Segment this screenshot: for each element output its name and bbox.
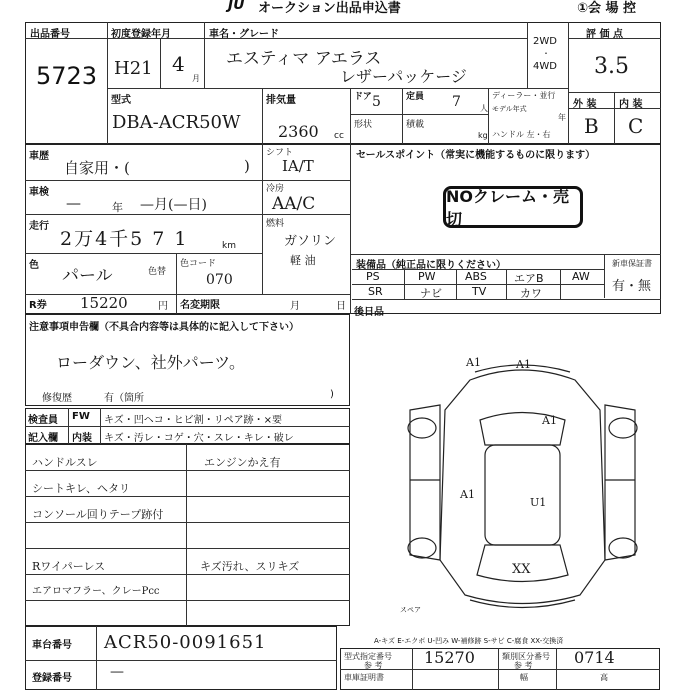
entry-label: 記入欄 xyxy=(28,433,58,444)
name-change-label: 名変期限 xyxy=(180,300,220,311)
doors-label: ドア xyxy=(354,92,372,102)
damage-mark-front-right: A1 xyxy=(516,358,531,371)
equip-pw: PW xyxy=(418,270,436,283)
drive-4wd: 4WD xyxy=(533,61,557,72)
form-title: オークション出品申込書 xyxy=(258,1,401,16)
remark-right-5: キズ汚れ、スリキズ xyxy=(200,560,300,573)
repair-history-value: 有（箇所 xyxy=(104,393,144,404)
displacement-value: 2360 xyxy=(278,122,319,141)
vehicle-history-label: 車歴 xyxy=(29,151,49,162)
shift-value: IA/T xyxy=(282,157,314,175)
chassis-label: 車台番号 xyxy=(32,640,72,651)
interior-grade: C xyxy=(628,114,644,138)
cc-unit: cc xyxy=(334,131,344,141)
score-label: 評 価 点 xyxy=(586,29,623,40)
equip-aw: AW xyxy=(572,270,590,283)
type-ref-label: 型式指定番号 xyxy=(344,652,392,661)
remark-left-6: エアロマフラー、クレーPcc xyxy=(32,586,160,597)
class-ref-sub: 参 考 xyxy=(514,661,533,670)
damage-mark-rear: XX xyxy=(512,562,531,577)
equip-tv: TV xyxy=(472,285,487,298)
model-year-label: モデル年式 xyxy=(492,105,527,113)
height-label: 高 xyxy=(600,673,608,682)
inspector-int-items: キズ・汚レ・コゲ・穴・スレ・キレ・破レ xyxy=(104,433,294,444)
damage-mark-roof: U1 xyxy=(530,496,547,509)
auction-logo: JU xyxy=(228,0,245,13)
drive-2wd: 2WD xyxy=(533,36,557,47)
width-label: 幅 xyxy=(520,673,528,682)
model-name: エスティマ アエラス xyxy=(226,49,382,69)
remarks-section xyxy=(25,444,350,626)
name-change-day: 日 xyxy=(336,301,346,312)
fuel-value: ガソリン xyxy=(284,234,337,249)
repair-history-label: 修復歴 xyxy=(42,393,72,404)
chassis-value: ACR50-0091651 xyxy=(104,632,267,653)
damage-mark-left-door: A1 xyxy=(460,488,475,501)
equip-abs: ABS xyxy=(465,270,487,283)
equipment-label: 装備品（純正品に限りください） xyxy=(356,260,506,271)
capacity-value: 7 xyxy=(452,94,461,110)
remark-left-1: ハンドルスレ xyxy=(32,456,98,469)
interior-label: 内 装 xyxy=(619,99,643,110)
score-value: 3.5 xyxy=(594,54,629,79)
class-ref-label: 類別区分番号 xyxy=(502,652,550,661)
displacement-label: 排気量 xyxy=(266,95,296,106)
equip-navi: ナビ xyxy=(420,287,442,300)
capacity-unit: 人 xyxy=(480,104,488,113)
fuel-label: 燃料 xyxy=(266,219,285,229)
drive-dot: ・ xyxy=(542,49,550,58)
damage-mark-front-left: A1 xyxy=(466,356,481,369)
color-code-label: 色コード xyxy=(180,259,217,269)
remark-right-1: エンジンかえ有 xyxy=(204,456,281,469)
no-claim-stamp: NOクレーム・売切 xyxy=(443,186,583,228)
registration-value: — xyxy=(110,664,124,680)
spare-label: スペア xyxy=(400,606,421,614)
color-code-value: 070 xyxy=(206,272,233,288)
exterior-label: 外 装 xyxy=(573,99,597,110)
type-label: 型式 xyxy=(111,95,131,106)
fuel-alt: 軽 油 xyxy=(290,254,316,267)
inspector-interior: 内装 xyxy=(72,433,92,444)
dealer-label: ディーラー・並行 xyxy=(492,91,556,100)
damage-legend: A-キズ E-エクボ U-凹み W-補修跡 S-サビ C-腐食 XX-交換済 xyxy=(374,637,564,645)
notes-label: 注意事項申告欄（不具合内容等は具体的に記入して下さい） xyxy=(29,322,299,333)
model-grade: レザーパッケージ xyxy=(340,67,467,86)
model-label: 車名・グレード xyxy=(209,29,279,40)
color-value: パール xyxy=(62,266,113,286)
garage-label: 車庫証明書 xyxy=(344,673,384,682)
equip-ps: PS xyxy=(366,270,380,283)
shift-label: シフト xyxy=(266,148,294,158)
ac-label: 冷房 xyxy=(266,184,285,194)
inspection-label: 車検 xyxy=(29,187,49,198)
warranty-value: 有・無 xyxy=(612,279,652,294)
notes-text: ローダウン、社外パーツ。 xyxy=(56,353,245,372)
type-value: DBA-ACR50W xyxy=(112,112,241,133)
inspector-label: 検査員 xyxy=(28,415,58,426)
capacity-label: 定員 xyxy=(406,92,425,102)
doors-value: 5 xyxy=(372,94,381,110)
lot-number-label: 出品番号 xyxy=(30,29,70,40)
vehicle-history-value: 自家用・( xyxy=(64,159,130,177)
type-ref-value: 15270 xyxy=(424,648,475,667)
sales-point-label: セールスポイント（常実に機能するものに限ります） xyxy=(356,150,596,161)
warranty-label: 新車保証書 xyxy=(612,259,652,268)
shape-label: 形状 xyxy=(354,120,373,130)
remark-left-5: Rワイパーレス xyxy=(32,560,106,573)
year-unit: 年 xyxy=(558,113,566,122)
damage-mark-hood: A1 xyxy=(542,414,557,427)
vehicle-history-close: ) xyxy=(244,157,250,175)
ac-value: AA/C xyxy=(272,194,316,214)
remark-left-2: シートキレ、ヘタリ xyxy=(32,482,131,495)
repair-history-close: ) xyxy=(330,389,334,400)
first-registration-era: H21 xyxy=(114,58,153,79)
mileage-value: 2万4千5 7 1 xyxy=(60,228,189,250)
remark-left-3: コンソール回りテープ跡付 xyxy=(32,508,164,521)
class-ref-value: 0714 xyxy=(574,648,615,667)
inspection-year: — xyxy=(66,194,81,212)
recycle-label: R券 xyxy=(29,300,47,311)
inspection-year-unit: 年 xyxy=(112,201,123,214)
handle-label: ハンドル 左・右 xyxy=(492,130,551,139)
first-registration-month: 4 xyxy=(172,52,185,76)
lot-number: 5723 xyxy=(36,62,98,90)
venue-copy-label: ①会 場 控 xyxy=(577,1,637,16)
color-tone-label: 色替 xyxy=(148,267,167,277)
load-label: 積載 xyxy=(406,120,425,130)
type-ref-sub: 参 考 xyxy=(364,661,383,670)
equip-sr: SR xyxy=(368,285,383,298)
inspector-fw: FW xyxy=(72,411,90,422)
inspector-ext-items: キズ・凹ヘコ・ヒビ割・リペア跡・×要 xyxy=(104,415,282,426)
yen-unit: 円 xyxy=(158,301,168,312)
first-registration-label: 初度登録年月 xyxy=(111,29,171,40)
km-unit: km xyxy=(222,241,236,251)
color-label: 色 xyxy=(29,260,39,271)
exterior-grade: B xyxy=(584,114,599,138)
name-change-month: 月 xyxy=(290,301,300,312)
kg-unit: kg xyxy=(478,131,488,140)
inspection-date: —月(—日) xyxy=(140,197,207,213)
aftermarket-label: 後日品 xyxy=(354,307,384,318)
mileage-label: 走行 xyxy=(29,221,49,232)
recycle-value: 15220 xyxy=(80,294,128,312)
equip-airbag: エアB xyxy=(514,272,544,285)
month-unit: 月 xyxy=(192,74,200,83)
equip-leather: カワ xyxy=(520,287,542,300)
registration-label: 登録番号 xyxy=(32,673,72,684)
